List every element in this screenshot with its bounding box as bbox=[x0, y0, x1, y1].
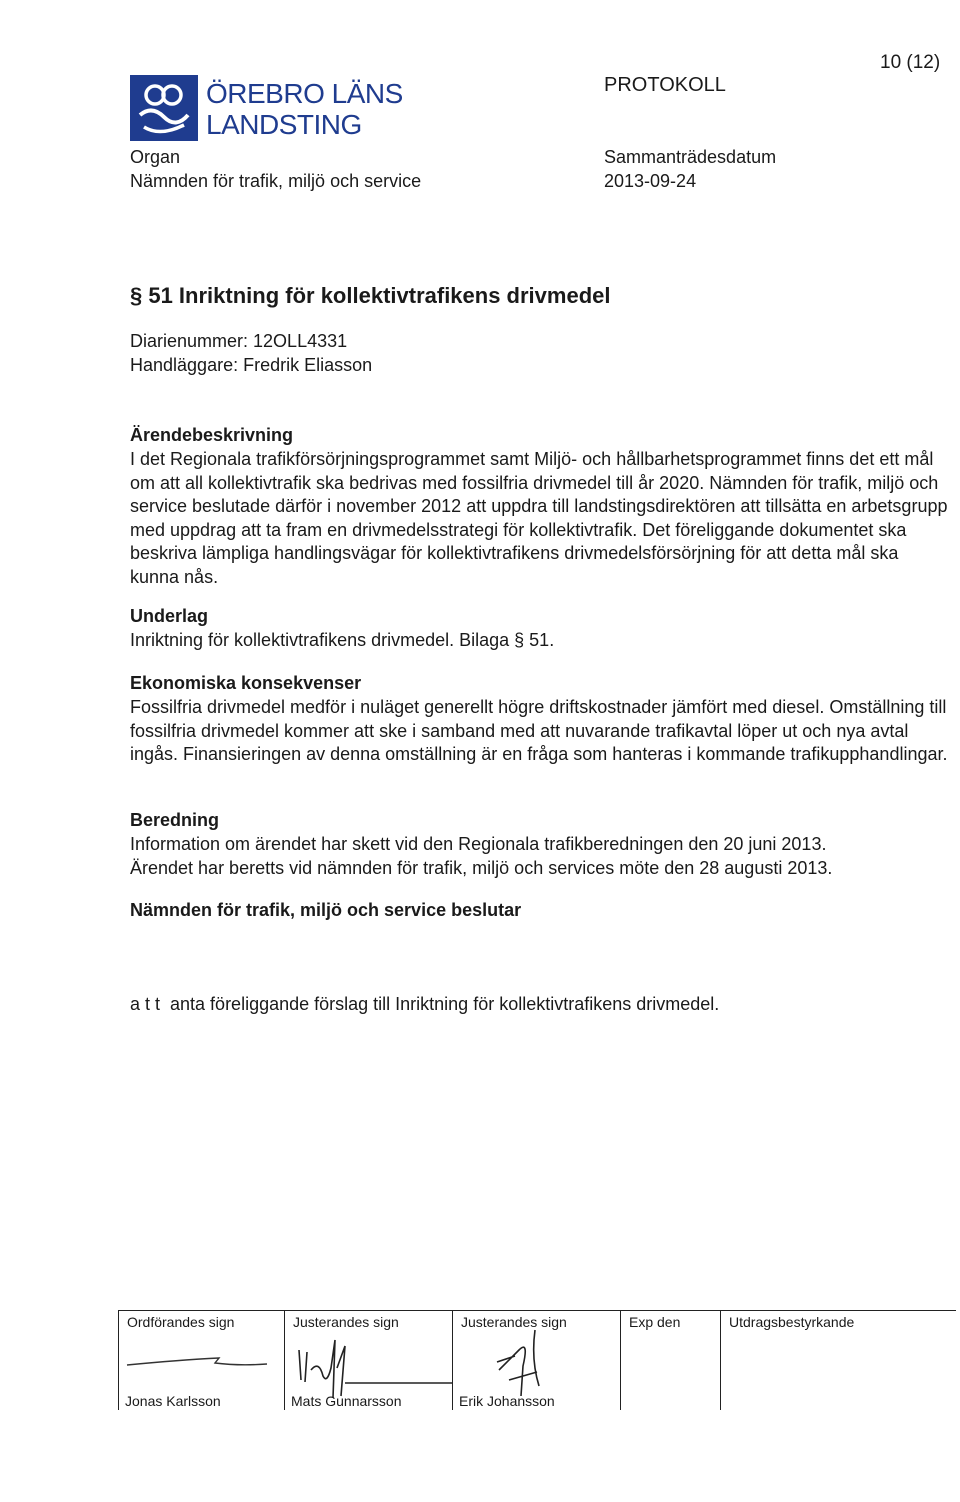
arende-heading: Ärendebeskrivning bbox=[130, 425, 294, 445]
organ-value: Nämnden för trafik, miljö och service bbox=[130, 171, 422, 191]
organization-name bbox=[206, 78, 403, 140]
organ-label: Organ bbox=[130, 147, 181, 167]
underlag-text bbox=[130, 629, 950, 653]
signature-header: Justerandes sign bbox=[461, 1314, 567, 1330]
signature-header: Ordförandes sign bbox=[127, 1314, 235, 1330]
signature-cell-justerande-2 bbox=[452, 1310, 621, 1410]
beredning-line2: Ärendet har beretts vid nämnden för trafik, miljö och services möte den 28 augusti 2013. bbox=[130, 857, 833, 878]
arende-paragraph: I det Regionala trafikförsörjningsprogrammet samt Miljö- och hållbarhetsprogrammet finns det ett mål om att all kollektivtrafik ska bedrivas med fossilfria drivmedel till år 2020. Nämnden för trafik, miljö och service beslutade därför i november 2012 att uppdra till landstingsdirektören att tillsätta en arbetsgrupp med uppdrag att ta fram en drivmedelsstrategi för kollektivtrafik. Det föreliggande dokumentet ska beskriva lämpliga handlingsvägar för kollektivtrafikens drivmedelsförsörjning för att detta mål ska kunna nås. bbox=[130, 449, 948, 587]
ekonomi-paragraph: Fossilfria drivmedel medför i nuläget generellt högre driftskostnader jämfört med diesel. Omställning till fossilfria drivmedel kommer att ske i samband med att nuvarande trafikavtal löper ut och nya avtal ingås. Finansieringen av denna omställning är en fråga som hanteras i kommande trafikupphandlingar. bbox=[130, 697, 948, 764]
landsting-logo-icon bbox=[130, 75, 198, 141]
organization-name-line1: ÖREBRO LÄNS bbox=[206, 78, 403, 109]
organization-name-line2: LANDSTING bbox=[206, 109, 362, 140]
signature-name: Jonas Karlsson bbox=[125, 1393, 221, 1409]
beslut-text bbox=[130, 946, 950, 1040]
date-value: 2013-09-24 bbox=[604, 171, 697, 191]
handlaggare: Handläggare: Fredrik Eliasson bbox=[130, 355, 373, 375]
document-type: PROTOKOLL bbox=[604, 74, 726, 96]
signature-header: Utdragsbestyrkande bbox=[729, 1314, 855, 1330]
diarienummer: Diarienummer: 12OLL4331 bbox=[130, 331, 348, 351]
signature-cell-justerande-1 bbox=[284, 1310, 453, 1410]
signature-cell-ordforande bbox=[118, 1310, 285, 1410]
signature-scribble-icon bbox=[119, 1310, 285, 1390]
beredning-line1: Information om ärendet har skett vid den Regionala trafikberedningen den 20 juni 2013. bbox=[130, 834, 827, 854]
beslut-heading: Nämnden för trafik, miljö och service beslutar bbox=[130, 900, 522, 920]
beredning-text bbox=[130, 833, 950, 880]
ekonomi-text bbox=[130, 696, 950, 767]
beredning-heading: Beredning bbox=[130, 810, 220, 830]
signature-header: Exp den bbox=[629, 1314, 681, 1330]
signature-header: Justerandes sign bbox=[293, 1314, 399, 1330]
underlag-heading: Underlag bbox=[130, 606, 209, 626]
signature-name: Erik Johansson bbox=[459, 1393, 555, 1409]
ekonomi-heading: Ekonomiska konsekvenser bbox=[130, 673, 362, 693]
date-label: Sammanträdesdatum bbox=[604, 147, 777, 167]
signature-cell-exp-den bbox=[620, 1310, 721, 1410]
signature-name: Mats Gunnarsson bbox=[291, 1393, 402, 1409]
document-title: § 51 Inriktning för kollektivtrafikens drivmedel bbox=[130, 283, 611, 308]
arende-text bbox=[130, 448, 950, 589]
underlag-paragraph: Inriktning för kollektivtrafikens drivmedel. Bilaga § 51. bbox=[130, 630, 555, 650]
signature-cell-utdragsbestyrkande bbox=[720, 1310, 957, 1410]
page-number: 10 (12) bbox=[880, 52, 941, 73]
beslut-paragraph: a t t anta föreliggande förslag till Inriktning för kollektivtrafikens drivmedel. bbox=[130, 994, 720, 1014]
